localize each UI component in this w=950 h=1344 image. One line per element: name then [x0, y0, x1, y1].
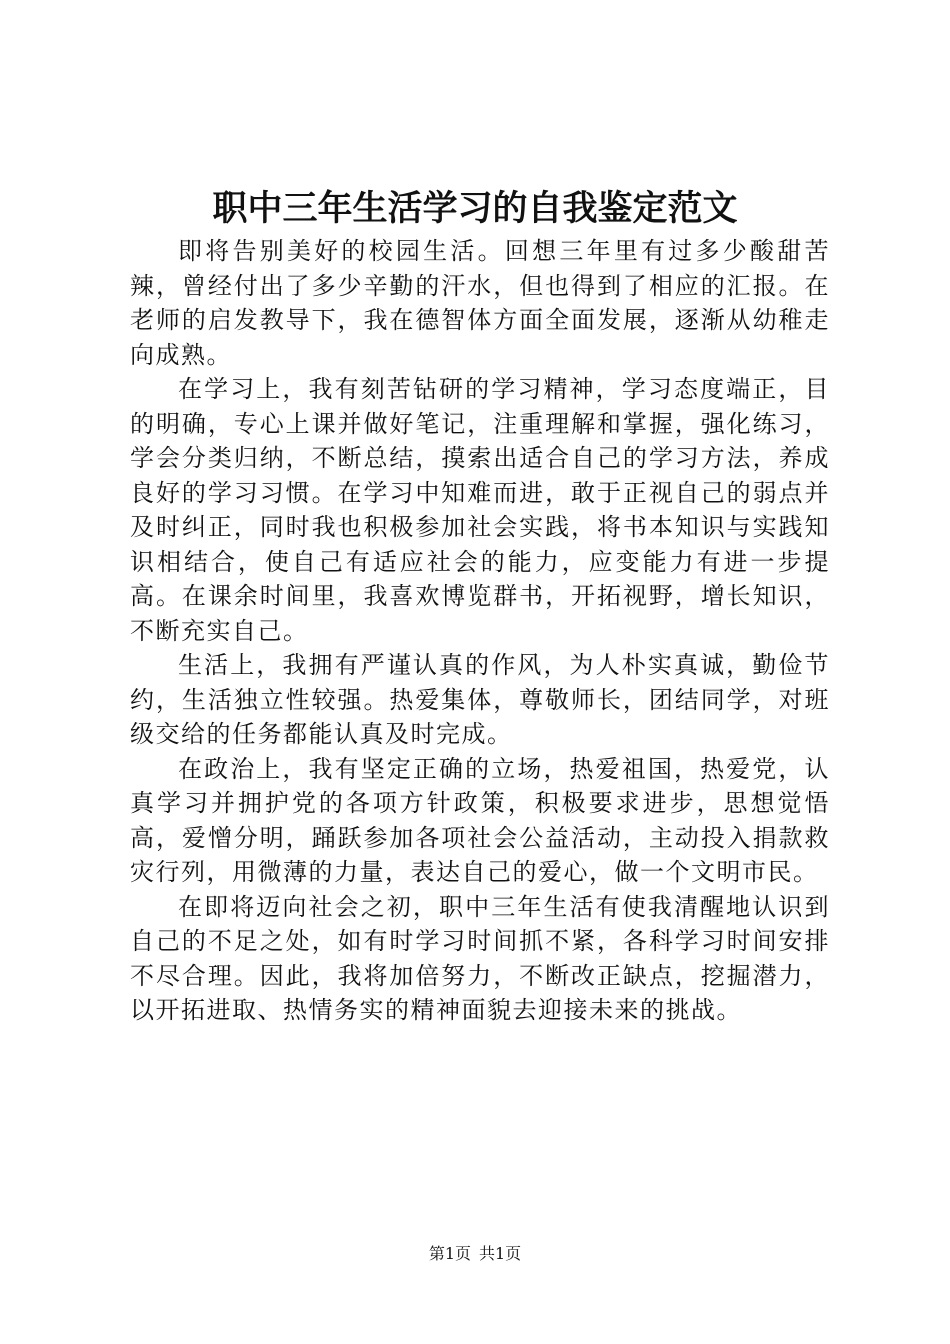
document-body — [130, 234, 830, 1028]
page-footer — [0, 1243, 950, 1265]
paragraph-politics: 在政治上，我有坚定正确的立场，热爱祖国，热爱党，认真学习并拥护党的各项方针政策，积极要求进步，思想觉悟高，爱憎分明，踊跃参加各项社会公益活动，主动投入捐款救灾行列，用微薄的力量，表达自己的爱心，做一个文明市民。 — [130, 754, 830, 886]
page-number-total: 共1页 — [479, 1244, 522, 1263]
paragraph-study: 在学习上，我有刻苦钻研的学习精神，学习态度端正，目的明确，专心上课并做好笔记，注重理解和掌握，强化练习，学会分类归纳，不断总结，摸索出适合自己的学习方法，养成良好的学习习惯。在学习中知难而进，敢于正视自己的弱点并及时纠正，同时我也积极参加社会实践，将书本知识与实践知识相结合，使自己有适应社会的能力，应变能力有进一步提高。在课余时间里，我喜欢博览群书，开拓视野，增长知识，不断充实自己。 — [130, 375, 830, 645]
paragraph-conclusion: 在即将迈向社会之初，职中三年生活有使我清醒地认识到自己的不足之处，如有时学习时间抓不紧，各科学习时间安排不尽合理。因此，我将加倍努力，不断改正缺点，挖掘潜力，以开拓进取、热情务实的精神面貌去迎接未来的挑战。 — [130, 892, 830, 1024]
paragraph-life: 生活上，我拥有严谨认真的作风，为人朴实真诚，勤俭节约，生活独立性较强。热爱集体，尊敬师长，团结同学，对班级交给的任务都能认真及时完成。 — [130, 651, 830, 748]
page-number-current: 第1页 — [428, 1244, 471, 1263]
paragraph-intro: 即将告别美好的校园生活。回想三年里有过多少酸甜苦辣，曾经付出了多少辛勤的汗水，但也得到了相应的汇报。在老师的启发教导下，我在德智体方面全面发展，逐渐从幼稚走向成熟。 — [130, 237, 830, 369]
document-title: 职中三年生活学习的自我鉴定范文 — [212, 188, 738, 229]
